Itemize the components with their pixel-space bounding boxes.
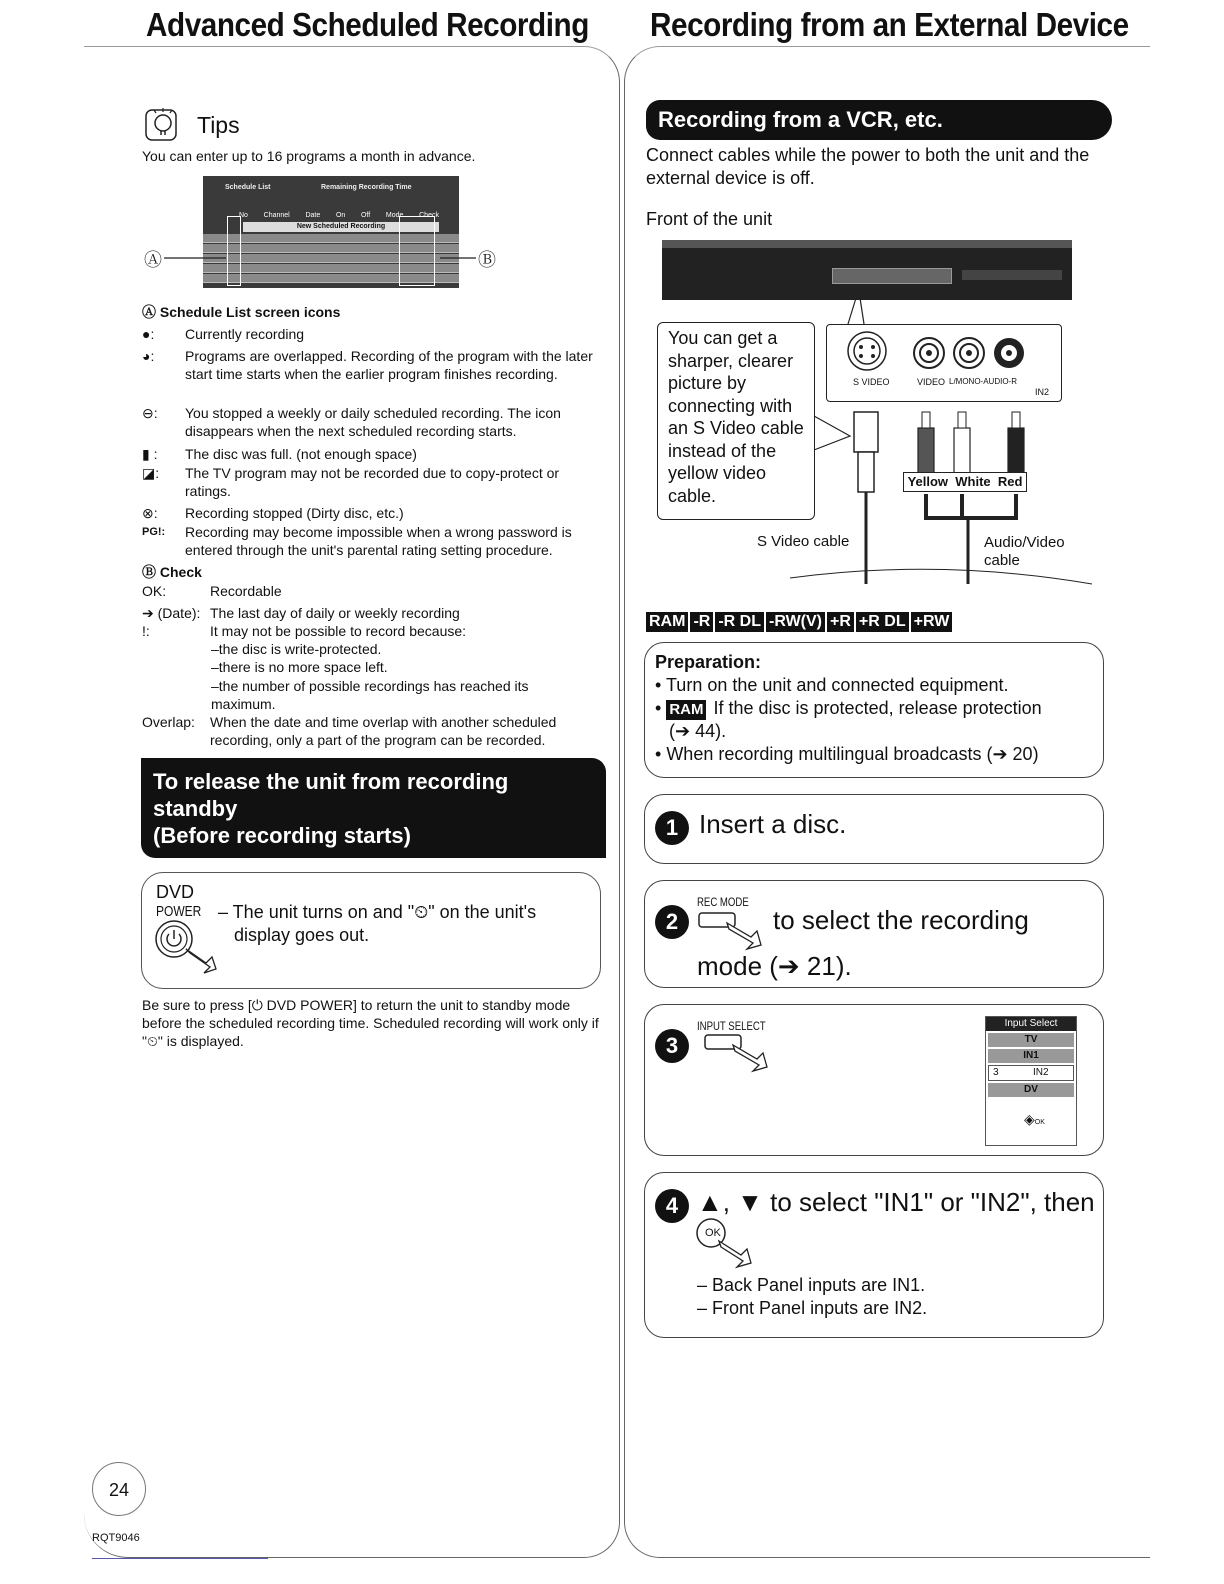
- release-line-1: To release the unit from recording: [153, 769, 509, 794]
- step-4-note-1: – Back Panel inputs are IN1.: [697, 1275, 926, 1295]
- col-off: Off: [360, 212, 371, 219]
- preparation-box: [644, 642, 1104, 778]
- selected-index: 3: [993, 1067, 999, 1078]
- overlap-icon: ◕:: [142, 348, 155, 364]
- col-on: On: [335, 212, 346, 219]
- svideo-label: S VIDEO: [853, 377, 890, 387]
- ok-hint-label: OK: [1034, 1119, 1045, 1126]
- col-check: Check: [419, 212, 439, 219]
- callout-b: Ⓑ: [478, 250, 496, 270]
- icon-item-text: The disc was full. (not enough space): [185, 446, 417, 462]
- navigation-icon: ◈: [1024, 1111, 1035, 1127]
- svideo-jack-icon: [845, 329, 889, 373]
- step-2-box: [644, 880, 1104, 988]
- svideo-cable-label: S Video cable: [757, 533, 850, 550]
- step-4-box: [644, 1172, 1104, 1338]
- av-jacks-icon: [911, 333, 1037, 373]
- dirty-disc-icon: ⊗:: [142, 505, 158, 521]
- input-select-title: Input Select: [986, 1017, 1076, 1031]
- pg-icon: PG!:: [142, 526, 166, 538]
- ok-button-label: OK: [705, 1227, 721, 1239]
- check-text: When the date and time overlap with another scheduled recording, only a part of the program can be recorded.: [210, 714, 557, 748]
- check-key: OK:: [142, 583, 167, 599]
- svideo-tip-box: You can get a sharper, clearer picture by connecting with an S Video cable instead of the yellow video cable.: [657, 322, 815, 520]
- disc-type-badges: [646, 612, 954, 632]
- page-title-left: Advanced Scheduled Recording: [146, 6, 589, 43]
- ok-hint: [1024, 1111, 1045, 1128]
- step-4-text: ▲, ▼ to select "IN1" or "IN2", then: [697, 1187, 1095, 1217]
- col-no: No: [239, 212, 248, 219]
- callout-lines: [140, 240, 510, 280]
- unit-front-illustration: [662, 240, 1072, 300]
- check-text: Recordable: [210, 583, 282, 599]
- icon-item-text: Currently recording: [185, 326, 305, 342]
- vcr-intro: Connect cables while the power to both the unit and the external device is off.: [646, 145, 1090, 188]
- in2-label: IN2: [1035, 387, 1050, 397]
- step-1-number: 1: [655, 811, 689, 845]
- input-select-button-icon[interactable]: [703, 1033, 777, 1073]
- step-1-text: Insert a disc.: [699, 809, 847, 839]
- disc-full-icon: ▮ :: [142, 446, 158, 462]
- icons-heading: Ⓐ Schedule List screen icons: [142, 304, 341, 320]
- disc-badge: RAM: [646, 612, 688, 632]
- av-cable-label: [984, 534, 1065, 570]
- power-button-icon[interactable]: [150, 919, 220, 977]
- power-line-1: – The unit turns on and "⏲" on the unit's: [218, 902, 537, 922]
- check-key: Overlap:: [142, 714, 195, 730]
- check-key: ➔ (Date):: [142, 605, 201, 621]
- preparation-item: • RAM If the disc is protected, release protection: [655, 698, 1042, 718]
- plug-color-labels: Yellow White Red: [903, 472, 1027, 492]
- ram-badge: RAM: [666, 700, 706, 720]
- rec-mode-button-icon[interactable]: [697, 911, 771, 951]
- disc-badge: +R: [827, 612, 854, 632]
- lightbulb-icon: [144, 104, 182, 142]
- footer-divider: [92, 1558, 268, 1559]
- step-1-box: [644, 794, 1104, 864]
- icon-item-text: Recording may become impossible when a wrong password is entered through the unit's parental rating setting procedure.: [185, 524, 572, 558]
- icon-item-text: You stopped a weekly or daily scheduled recording. The icon disappears when the next scheduled recording starts.: [185, 405, 561, 439]
- col-mode: Mode: [385, 212, 404, 219]
- step-4-note-2: – Front Panel inputs are IN2.: [697, 1298, 928, 1318]
- front-input-panel: [826, 324, 1062, 402]
- check-text: The last day of daily or weekly recording: [210, 605, 460, 621]
- check-reason: –the disc is write-protected.: [211, 641, 382, 657]
- input-select-label: INPUT SELECT: [697, 1019, 766, 1033]
- step-3-number: 3: [655, 1029, 689, 1063]
- callout-a: Ⓐ: [144, 250, 162, 270]
- av-cable-line-2: cable: [984, 552, 1020, 569]
- stopped-icon: ⊖:: [142, 405, 158, 421]
- audio-label: L/MONO-AUDIO-R: [949, 377, 1017, 386]
- disc-badge: +R DL: [856, 612, 909, 632]
- input-option-in2-label: IN2: [1033, 1067, 1049, 1078]
- check-text: It may not be possible to record because:: [210, 623, 467, 639]
- rec-mode-label: REC MODE: [697, 895, 749, 909]
- preparation-item-text: If the disc is protected, release protection: [713, 698, 1042, 718]
- front-jack-area: [832, 268, 952, 284]
- check-key: !:: [142, 623, 150, 639]
- vcr-section-banner: Recording from a VCR, etc.: [646, 100, 1112, 140]
- step-2-number: 2: [655, 905, 689, 939]
- av-cable-line-1: Audio/Video: [984, 534, 1065, 551]
- front-of-unit-label: Front of the unit: [646, 209, 773, 229]
- step-4-number: 4: [655, 1189, 689, 1223]
- preparation-item-cont: (➔ 44).: [669, 721, 727, 741]
- release-line-2: standby: [153, 796, 238, 821]
- release-line-3: (Before recording starts): [153, 823, 411, 848]
- preparation-item-text: Turn on the unit and connected equipment.: [665, 675, 1009, 695]
- input-option-in2[interactable]: [988, 1065, 1074, 1081]
- schedule-screen-remaining: Remaining Recording Time: [321, 184, 412, 191]
- new-scheduled-recording-row: New Scheduled Recording: [243, 222, 439, 232]
- tips-text: You can enter up to 16 programs a month in advance.: [142, 148, 476, 164]
- document-code: RQT9046: [92, 1532, 140, 1544]
- tips-heading: Tips: [197, 112, 240, 138]
- disc-badge: -R DL: [715, 612, 764, 632]
- check-reason: –there is no more space left.: [211, 659, 388, 675]
- disc-badge: +RW: [911, 612, 953, 632]
- page-number: 24: [92, 1462, 146, 1516]
- recording-icon: ●:: [142, 326, 155, 342]
- icon-item-text: The TV program may not be recorded due to copy-protect or ratings.: [185, 465, 560, 499]
- col-date: Date: [305, 212, 321, 219]
- preparation-item-text: When recording multilingual broadcasts (➔ 20): [666, 744, 1039, 764]
- power-note: Be sure to press [⏻ DVD POWER] to return the unit to standby mode before the scheduled recording time. Scheduled recording will work only if "⏲" is displayed.: [142, 997, 599, 1049]
- preparation-heading: Preparation:: [655, 652, 762, 672]
- preparation-item: • Turn on the unit and connected equipment.: [655, 675, 1009, 695]
- icon-item-text: Programs are overlapped. Recording of the program with the later start time starts when the earlier program finishes recording.: [185, 348, 593, 382]
- input-option-dv[interactable]: DV: [988, 1083, 1074, 1097]
- ok-button-icon[interactable]: [695, 1217, 765, 1269]
- power-label-bottom: POWER: [156, 903, 202, 920]
- input-option-in1[interactable]: IN1: [988, 1049, 1074, 1063]
- col-channel: Channel: [263, 212, 290, 219]
- check-heading: Ⓑ Check: [142, 564, 202, 580]
- input-option-tv[interactable]: TV: [988, 1033, 1074, 1047]
- input-select-menu: [985, 1016, 1077, 1146]
- power-line-2: display goes out.: [234, 925, 370, 945]
- power-label-top: DVD: [156, 882, 195, 902]
- step-2-text-a: to select the recording: [773, 905, 1029, 935]
- icon-item-text: Recording stopped (Dirty disc, etc.): [185, 505, 404, 521]
- check-reason: –the number of possible recordings has reached its maximum.: [211, 678, 529, 712]
- step-2-text-b: mode (➔ 21).: [697, 951, 852, 981]
- dvd-power-instruction: [141, 872, 601, 989]
- unit-top-edge: [662, 240, 1072, 248]
- video-label: VIDEO: [917, 377, 946, 387]
- disc-badge: -RW(V): [766, 612, 825, 632]
- front-controls: [962, 270, 1062, 280]
- page-title-right: Recording from an External Device: [650, 6, 1129, 43]
- schedule-screen-title: Schedule List: [225, 184, 271, 191]
- copy-protect-icon: ◪:: [142, 465, 160, 481]
- release-standby-banner: [141, 758, 606, 858]
- preparation-item: • When recording multilingual broadcasts (➔ 20): [655, 744, 1039, 764]
- disc-badge: -R: [690, 612, 713, 632]
